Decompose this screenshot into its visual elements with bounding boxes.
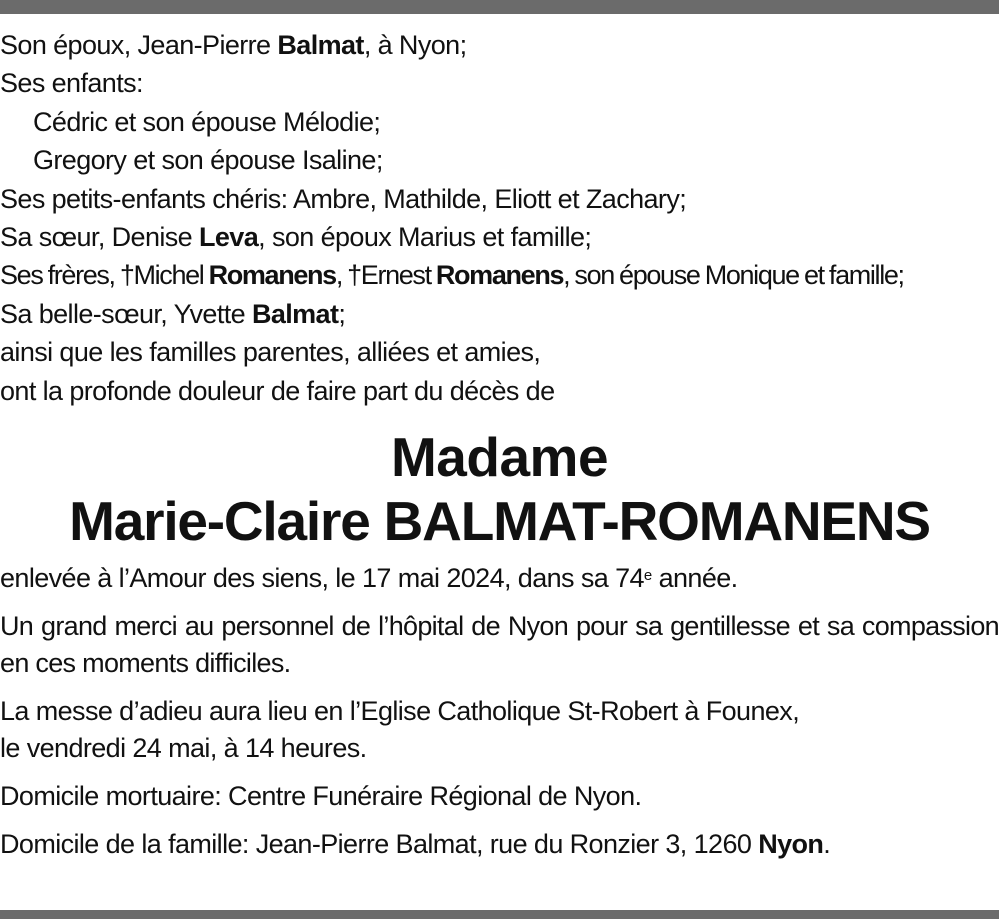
mass-paragraph bbox=[0, 693, 999, 767]
mortuary-address: Domicile mortuaire: Centre Funéraire Régional de Nyon. bbox=[0, 780, 642, 811]
bottom-border bbox=[0, 910, 999, 919]
family-line-announcement: ont la profonde douleur de faire part du décès de bbox=[0, 375, 555, 406]
deceased-title: Madame bbox=[390, 425, 609, 488]
thanks-paragraph: Un grand merci au personnel de l’hôpital de Nyon pour sa gentillesse et sa compassion en ces moments difficiles. bbox=[0, 610, 999, 678]
family-line-sister-in-law bbox=[0, 295, 999, 333]
mass-line-2: le vendredi 24 mai, à 14 heures. bbox=[0, 732, 367, 763]
text: Son époux, Jean-Pierre bbox=[0, 30, 278, 60]
family-line-children-heading: Ses enfants: bbox=[0, 68, 143, 99]
text: Sa sœur, Denise bbox=[0, 221, 199, 252]
text: ; bbox=[338, 298, 346, 329]
text: enlevée à l’Amour des siens, le 17 mai 2024, dans sa 74 bbox=[0, 562, 644, 593]
surname: Balmat bbox=[277, 30, 364, 60]
text: , son épouse Monique et famille; bbox=[563, 260, 904, 291]
text: Domicile de la famille: Jean-Pierre Balmat, rue du Ronzier 3, 1260 bbox=[0, 828, 759, 859]
death-statement bbox=[0, 560, 999, 597]
surname: Romanens bbox=[208, 260, 336, 291]
deceased-name: Marie-Claire BALMAT-ROMANENS bbox=[69, 489, 930, 552]
family-line-sister bbox=[0, 218, 999, 256]
city: Nyon bbox=[758, 828, 824, 859]
text: . bbox=[823, 828, 831, 859]
top-border bbox=[0, 0, 999, 14]
text: , †Ernest bbox=[335, 260, 436, 291]
family-line-grandchildren: Ses petits-enfants chéris: Ambre, Mathilde, Eliott et Zachary; bbox=[0, 183, 687, 214]
text: , à Nyon; bbox=[363, 30, 467, 60]
deceased-name-block bbox=[0, 426, 999, 552]
family-line-child-2: Gregory et son épouse Isaline; bbox=[33, 145, 383, 176]
text: Ses frères, †Michel bbox=[0, 260, 209, 291]
text: Sa belle-sœur, Yvette bbox=[0, 298, 252, 329]
family-line-brothers bbox=[0, 256, 999, 294]
text: année. bbox=[651, 562, 738, 593]
text: , son époux Marius et famille; bbox=[258, 221, 592, 252]
surname: Balmat bbox=[251, 298, 339, 329]
surname: Leva bbox=[198, 221, 259, 252]
family-address bbox=[0, 826, 999, 863]
obituary-notice bbox=[0, 26, 999, 863]
mass-line-1: La messe d’adieu aura lieu en l’Eglise Catholique St-Robert à Founex, bbox=[0, 695, 800, 726]
family-line-child-1: Cédric et son épouse Mélodie; bbox=[33, 106, 381, 137]
surname: Romanens bbox=[435, 260, 564, 291]
family-line-relatives: ainsi que les familles parentes, alliées et amies, bbox=[0, 337, 541, 368]
ordinal-suffix: e bbox=[643, 566, 652, 584]
family-line-spouse bbox=[0, 26, 999, 64]
